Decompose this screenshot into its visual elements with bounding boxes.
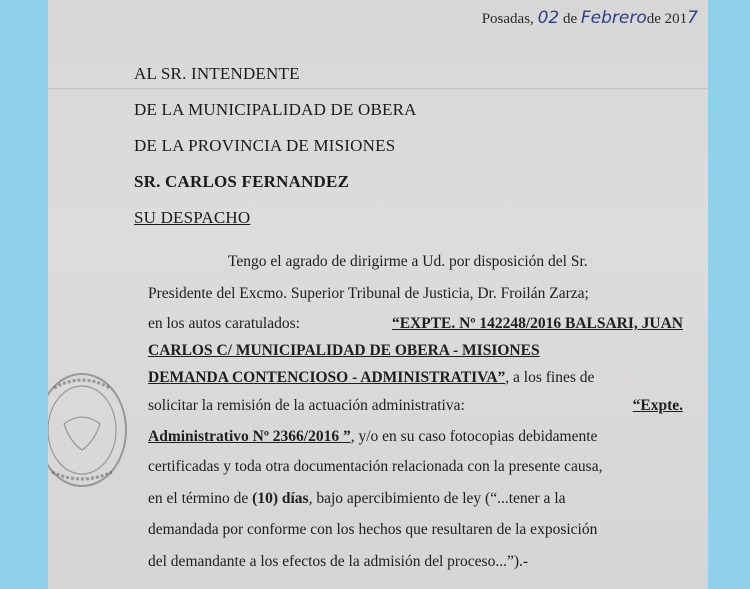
body-line-5 [148,369,683,387]
body-line-9 [148,490,683,508]
date-day-handwritten: 02 [537,8,560,28]
body-line-10-text: demandada por conforme con los hechos que resultaren de la exposición [148,521,598,538]
body-line-2-text: Presidente del Excmo. Superior Tribunal de Justicia, Dr. Froilán Zarza; [148,285,589,302]
term-days: (10) días [252,490,309,507]
body-line-3 [148,315,683,333]
paper-fold [48,88,708,91]
body-line-4 [148,342,683,360]
date-year-prefix: de 201 [646,11,688,27]
body-line-3-text: en los autos caratulados: [148,315,300,332]
body-line-6-text: solicitar la remisión de la actuación administrativa: [148,397,465,414]
addressee-line-3: DE LA PROVINCIA DE MISIONES [134,136,396,155]
date-year-suffix-handwritten: 7 [687,8,698,28]
addressee-name: SR. CARLOS FERNANDEZ [134,172,350,191]
body-line-5-text: , a los fines de [505,369,595,386]
body-line-2 [148,285,683,303]
body-line-7 [148,428,683,446]
document-page [48,0,708,589]
expediente-title-part-2: CARLOS C/ MUNICIPALIDAD DE OBERA - MISIONES [148,342,540,359]
body-line-11-text: del demandante a los efectos de la admisión del proceso...”).- [148,553,529,570]
body-line-9-text-a: en el término de [148,490,249,507]
date-de: de [562,11,578,27]
official-seal-stamp [48,364,130,494]
body-line-10 [148,521,683,539]
admin-expediente-part-1: “Expte. [632,397,683,414]
body-line-11 [148,553,683,571]
body-line-6 [148,397,683,415]
addressee-despacho: SU DESPACHO [134,208,251,227]
addressee-line-2: DE LA MUNICIPALIDAD DE OBERA [134,100,417,119]
expediente-title-part-1: “EXPTE. Nº 142248/2016 BALSARI, JUAN [391,315,683,332]
body-line-1-text: Tengo el agrado de dirigirme a Ud. por disposición del Sr. [228,253,588,270]
admin-expediente-part-2: Administrativo Nº 2366/2016 ” [148,428,351,445]
body-line-9-text-b: , bajo apercibimiento de ley (“...tener a la [308,490,566,507]
body-line-7-text: , y/o en su caso fotocopias debidamente [350,428,598,445]
addressee-line-1: AL SR. INTENDENTE [134,64,300,83]
date-line [482,8,698,28]
body-line-8-text: certificadas y toda otra documentación relacionada con la presente causa, [148,458,603,475]
body-line-1 [228,253,683,271]
expediente-title-part-3: DEMANDA CONTENCIOSO - ADMINISTRATIVA” [148,369,506,386]
date-month-handwritten: Febrero [580,8,647,28]
date-place: Posadas, [481,11,534,27]
body-line-8 [148,458,683,476]
